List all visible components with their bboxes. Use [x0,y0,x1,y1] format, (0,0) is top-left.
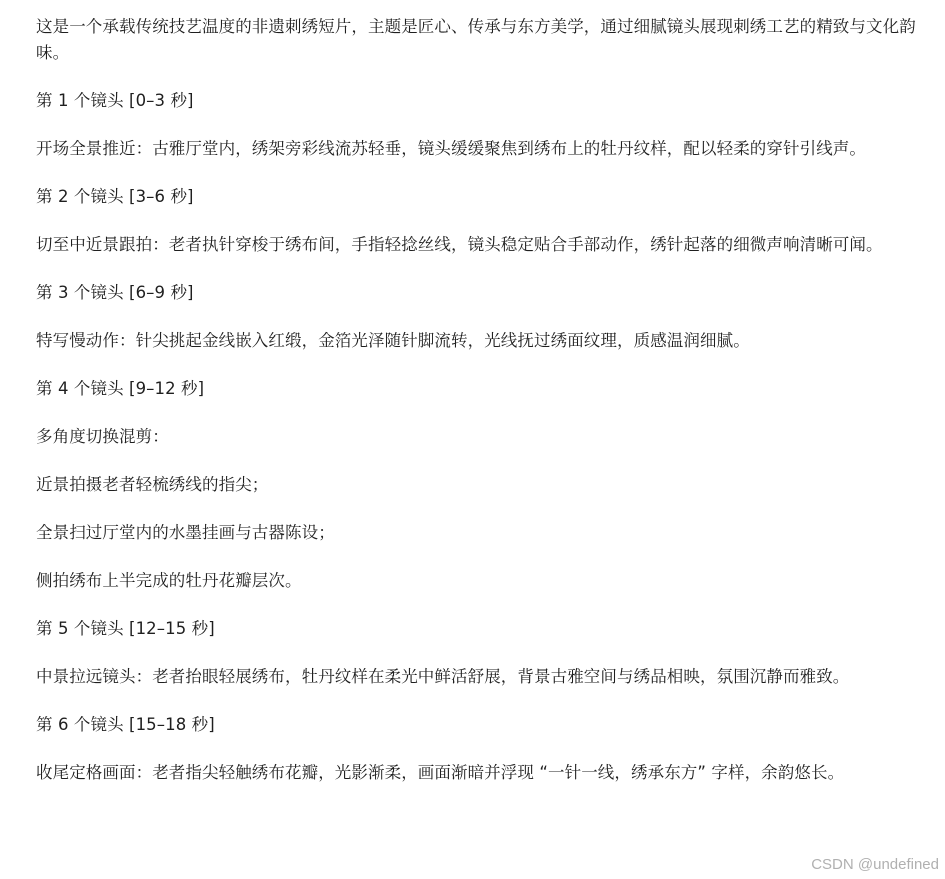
intro-paragraph: 这是一个承载传统技艺温度的非遗刺绣短片，主题是匠心、传承与东方美学，通过细腻镜头展现刺绣工艺的精致与文化韵味。 [36,17,916,62]
shot-5-heading: 第 5 个镜头 [12–15 秒] [36,619,215,638]
document-body [36,14,926,808]
shot-1-description: 开场全景推近：古雅厅堂内，绣架旁彩线流苏轻垂，镜头缓缓聚焦到绣布上的牡丹纹样，配以轻柔的穿针引线声。 [36,139,866,158]
shot-2-description: 切至中近景跟拍：老者执针穿梭于绣布间，手指轻捻丝线，镜头稳定贴合手部动作，绣针起落的细微声响清晰可闻。 [36,235,883,254]
shot-6-description: 收尾定格画面：老者指尖轻触绣布花瓣，光影渐柔，画面渐暗并浮现 “一针一线，绣承东方” 字样，余韵悠长。 [36,763,845,782]
shot-4-description: 多角度切换混剪： [36,427,169,446]
shot-4-item-2: 全景扫过厅堂内的水墨挂画与古器陈设； [36,523,335,542]
shot-4-heading: 第 4 个镜头 [9–12 秒] [36,379,205,398]
shot-3-heading: 第 3 个镜头 [6–9 秒] [36,283,194,302]
shot-6-heading: 第 6 个镜头 [15–18 秒] [36,715,215,734]
shot-4-item-3: 侧拍绣布上半完成的牡丹花瓣层次。 [36,571,302,590]
shot-3-description: 特写慢动作：针尖挑起金线嵌入红缎，金箔光泽随针脚流转，光线抚过绣面纹理，质感温润细腻。 [36,331,750,350]
shot-2-heading: 第 2 个镜头 [3–6 秒] [36,187,194,206]
shot-4-item-1: 近景拍摄老者轻梳绣线的指尖； [36,475,269,494]
shot-1-heading: 第 1 个镜头 [0–3 秒] [36,91,194,110]
csdn-watermark: CSDN @undefined [811,856,939,873]
shot-5-description: 中景拉远镜头：老者抬眼轻展绣布，牡丹纹样在柔光中鲜活舒展，背景古雅空间与绣品相映，氛围沉静而雅致。 [36,667,850,686]
